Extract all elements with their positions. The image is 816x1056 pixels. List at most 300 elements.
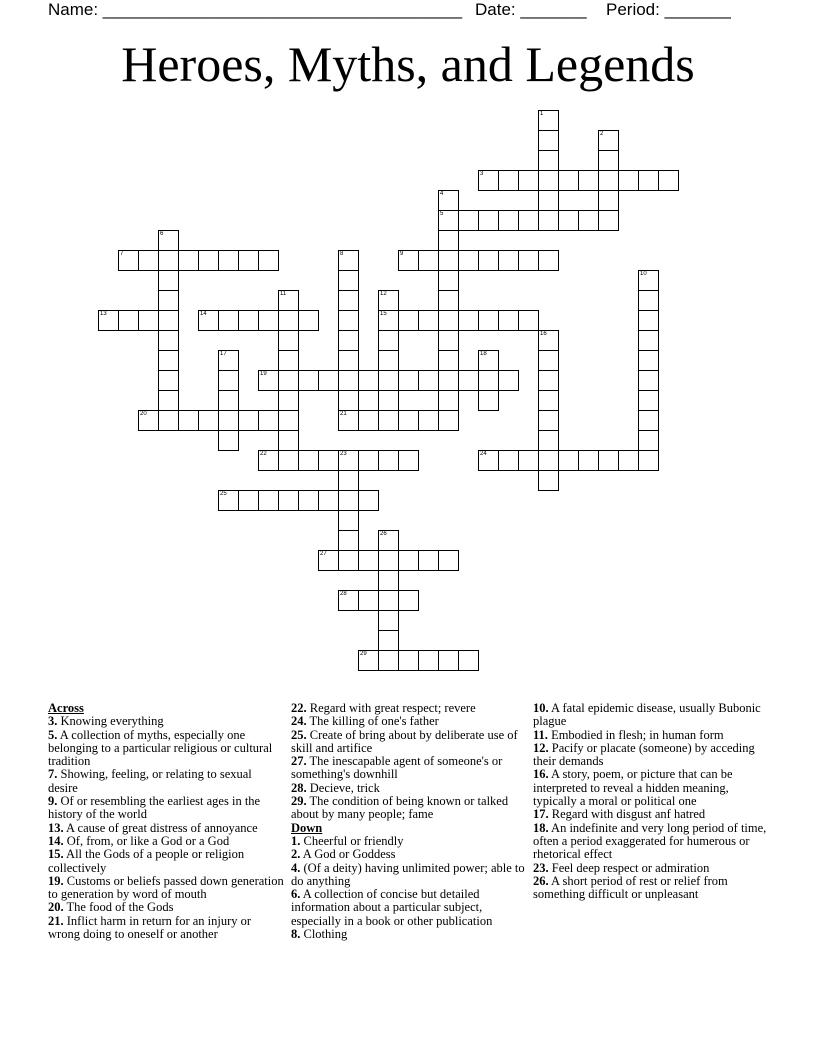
across-clue xyxy=(48,729,284,769)
grid-cell[interactable] xyxy=(538,450,559,471)
clue-text: Knowing everything xyxy=(57,714,164,729)
cell-number: 9 xyxy=(400,251,404,257)
grid-cell[interactable] xyxy=(438,650,459,671)
grid-cell[interactable] xyxy=(558,450,579,471)
grid-cell[interactable] xyxy=(418,310,439,331)
grid-cell[interactable] xyxy=(638,370,659,391)
grid-cell[interactable] xyxy=(278,290,299,311)
down-clue xyxy=(533,702,769,729)
grid-cell[interactable] xyxy=(518,250,539,271)
clue-text: A fatal epidemic disease, usually Bubonic plague xyxy=(533,701,761,729)
grid-cell[interactable] xyxy=(498,370,519,391)
down-clue xyxy=(291,862,527,889)
grid-cell[interactable] xyxy=(598,450,619,471)
grid-cell[interactable] xyxy=(598,130,619,151)
grid-cell[interactable] xyxy=(198,410,219,431)
grid-cell[interactable] xyxy=(538,430,559,451)
grid-cell[interactable] xyxy=(298,490,319,511)
down-clue xyxy=(291,848,527,861)
clue-text: Create of bring about by deliberate use of skill and artifice xyxy=(291,727,518,755)
clue-number: 16. xyxy=(533,767,549,782)
grid-cell[interactable] xyxy=(318,450,339,471)
clue-text: Of or resembling the earliest ages in the history of the world xyxy=(48,794,261,822)
grid-cell[interactable] xyxy=(538,130,559,151)
clue-number: 9. xyxy=(48,794,58,809)
clue-text: Pacify or placate (someone) by acceding their demands xyxy=(533,740,755,769)
grid-cell[interactable] xyxy=(578,170,599,191)
grid-cell[interactable] xyxy=(158,350,179,371)
clue-text: The inescapable agent of someone's or something's downhill xyxy=(291,754,503,782)
grid-cell[interactable] xyxy=(638,450,659,471)
down-clue xyxy=(533,768,769,808)
grid-cell[interactable] xyxy=(638,430,659,451)
clue-number: 7. xyxy=(48,767,58,782)
grid-cell[interactable] xyxy=(198,310,219,331)
across-clue xyxy=(48,875,284,902)
grid-cell[interactable] xyxy=(398,650,419,671)
grid-cell[interactable] xyxy=(478,390,499,411)
cell-number: 11 xyxy=(280,291,287,297)
grid-cell[interactable] xyxy=(458,650,479,671)
cell-number: 12 xyxy=(380,291,387,297)
grid-cell[interactable] xyxy=(478,210,499,231)
clue-number: 1. xyxy=(291,833,301,848)
clue-number: 21. xyxy=(48,913,64,928)
grid-cell[interactable] xyxy=(438,370,459,391)
grid-cell[interactable] xyxy=(158,230,179,251)
grid-cell[interactable] xyxy=(498,210,519,231)
grid-cell[interactable] xyxy=(478,170,499,191)
grid-cell[interactable] xyxy=(398,590,419,611)
grid-cell[interactable] xyxy=(498,250,519,271)
grid-cell[interactable] xyxy=(358,590,379,611)
grid-cell[interactable] xyxy=(338,250,359,271)
grid-cell[interactable] xyxy=(98,310,119,331)
grid-cell[interactable] xyxy=(398,410,419,431)
grid-cell[interactable] xyxy=(198,250,219,271)
grid-cell[interactable] xyxy=(158,410,179,431)
across-clue xyxy=(48,835,284,848)
grid-cell[interactable] xyxy=(438,410,459,431)
grid-cell[interactable] xyxy=(378,530,399,551)
cell-number: 2 xyxy=(600,131,604,137)
clue-number: 2. xyxy=(291,847,301,862)
grid-cell[interactable] xyxy=(458,210,479,231)
down-clue xyxy=(291,888,527,928)
grid-cell[interactable] xyxy=(218,490,239,511)
grid-cell[interactable] xyxy=(258,250,279,271)
grid-cell[interactable] xyxy=(538,250,559,271)
grid-cell[interactable] xyxy=(538,390,559,411)
grid-cell[interactable] xyxy=(158,250,179,271)
clue-number: 27. xyxy=(291,754,307,769)
grid-cell[interactable] xyxy=(558,210,579,231)
grid-cell[interactable] xyxy=(538,170,559,191)
across-clue xyxy=(291,729,527,756)
grid-cell[interactable] xyxy=(158,330,179,351)
grid-cell[interactable] xyxy=(458,370,479,391)
grid-cell[interactable] xyxy=(438,310,459,331)
clue-text: Decieve, trick xyxy=(306,780,380,795)
grid-cell[interactable] xyxy=(218,390,239,411)
clue-text: Clothing xyxy=(300,927,348,942)
grid-cell[interactable] xyxy=(278,490,299,511)
grid-cell[interactable] xyxy=(278,450,299,471)
grid-cell[interactable] xyxy=(378,410,399,431)
clues-column-1 xyxy=(48,702,284,941)
across-clue xyxy=(291,782,527,795)
grid-cell[interactable] xyxy=(138,250,159,271)
clue-number: 5. xyxy=(48,727,58,742)
grid-cell[interactable] xyxy=(338,550,359,571)
clue-text: Inflict harm in return for an injury or wrong doing to oneself or another xyxy=(48,913,252,942)
grid-cell[interactable] xyxy=(598,210,619,231)
clues-column-3 xyxy=(533,702,769,901)
grid-cell[interactable] xyxy=(418,410,439,431)
grid-cell[interactable] xyxy=(258,490,279,511)
grid-cell[interactable] xyxy=(418,250,439,271)
across-heading: Across xyxy=(48,701,84,715)
grid-cell[interactable] xyxy=(178,410,199,431)
grid-cell[interactable] xyxy=(638,290,659,311)
grid-cell[interactable] xyxy=(498,450,519,471)
grid-cell[interactable] xyxy=(378,570,399,591)
grid-cell[interactable] xyxy=(378,610,399,631)
grid-cell[interactable] xyxy=(338,350,359,371)
grid-cell[interactable] xyxy=(378,330,399,351)
grid-cell[interactable] xyxy=(518,450,539,471)
grid-cell[interactable] xyxy=(438,210,459,231)
grid-cell[interactable] xyxy=(398,250,419,271)
grid-cell[interactable] xyxy=(338,390,359,411)
grid-cell[interactable] xyxy=(338,470,359,491)
clue-number: 19. xyxy=(48,873,64,888)
clue-number: 14. xyxy=(48,833,64,848)
grid-cell[interactable] xyxy=(438,290,459,311)
grid-cell[interactable] xyxy=(478,370,499,391)
grid-cell[interactable] xyxy=(178,250,199,271)
grid-cell[interactable] xyxy=(418,650,439,671)
grid-cell[interactable] xyxy=(398,310,419,331)
across-clue xyxy=(291,795,527,822)
clue-text: The food of the Gods xyxy=(63,900,174,915)
grid-cell[interactable] xyxy=(238,250,259,271)
grid-cell[interactable] xyxy=(278,430,299,451)
cell-number: 8 xyxy=(340,251,344,257)
grid-cell[interactable] xyxy=(378,650,399,671)
cell-number: 17 xyxy=(220,351,227,357)
grid-cell[interactable] xyxy=(538,330,559,351)
grid-cell[interactable] xyxy=(358,490,379,511)
clue-number: 22. xyxy=(291,701,307,715)
clues-column-2 xyxy=(291,702,527,941)
grid-cell[interactable] xyxy=(378,290,399,311)
grid-cell[interactable] xyxy=(538,350,559,371)
cell-number: 21 xyxy=(340,411,347,417)
grid-cell[interactable] xyxy=(278,390,299,411)
grid-cell[interactable] xyxy=(438,190,459,211)
clue-text: A cause of great distress of annoyance xyxy=(63,820,258,835)
down-clue xyxy=(291,835,527,848)
grid-cell[interactable] xyxy=(538,150,559,171)
grid-cell[interactable] xyxy=(378,310,399,331)
grid-cell[interactable] xyxy=(538,370,559,391)
clue-text: Cheerful or friendly xyxy=(300,833,404,848)
clue-number: 20. xyxy=(48,900,64,915)
grid-cell[interactable] xyxy=(398,370,419,391)
clue-text: The killing of one's father xyxy=(306,714,439,729)
clue-number: 23. xyxy=(533,860,549,875)
clue-text: A story, poem, or picture that can be interpreted to reveal a hidden meaning, typically a moral or political one xyxy=(533,767,733,809)
grid-cell[interactable] xyxy=(658,170,679,191)
clue-number: 8. xyxy=(291,927,301,942)
name-field[interactable]: Name: ______________________________________ xyxy=(48,0,463,19)
grid-cell[interactable] xyxy=(378,450,399,471)
grid-cell[interactable] xyxy=(378,370,399,391)
clue-number: 18. xyxy=(533,820,549,835)
grid-cell[interactable] xyxy=(338,410,359,431)
clue-text: All the Gods of a people or religion collectively xyxy=(48,847,245,875)
clue-text: Feel deep respect or admiration xyxy=(548,860,710,875)
grid-cell[interactable] xyxy=(578,210,599,231)
clue-number: 25. xyxy=(291,727,307,742)
cell-number: 25 xyxy=(220,491,227,497)
across-clue xyxy=(291,755,527,782)
grid-cell[interactable] xyxy=(158,390,179,411)
grid-cell[interactable] xyxy=(218,350,239,371)
down-clue xyxy=(533,729,769,742)
grid-cell[interactable] xyxy=(358,410,379,431)
clue-text: Showing, feeling, or relating to sexual desire xyxy=(48,767,252,795)
grid-cell[interactable] xyxy=(218,430,239,451)
clue-number: 29. xyxy=(291,794,307,809)
grid-cell[interactable] xyxy=(518,170,539,191)
cell-number: 26 xyxy=(380,531,387,537)
grid-cell[interactable] xyxy=(338,530,359,551)
grid-cell[interactable] xyxy=(538,410,559,431)
grid-cell[interactable] xyxy=(138,310,159,331)
clue-number: 17. xyxy=(533,807,549,822)
cell-number: 29 xyxy=(360,651,367,657)
clue-text: Of, from, or like a God or a God xyxy=(63,833,230,848)
date-field[interactable]: Date: _______ xyxy=(475,0,587,19)
clue-number: 24. xyxy=(291,714,307,729)
grid-cell[interactable] xyxy=(258,310,279,331)
grid-cell[interactable] xyxy=(598,150,619,171)
grid-cell[interactable] xyxy=(358,650,379,671)
grid-cell[interactable] xyxy=(338,270,359,291)
grid-cell[interactable] xyxy=(278,310,299,331)
across-clue xyxy=(48,768,284,795)
grid-cell[interactable] xyxy=(138,410,159,431)
grid-cell[interactable] xyxy=(358,450,379,471)
clue-text: Embodied in flesh; in human form xyxy=(547,727,724,742)
grid-cell[interactable] xyxy=(218,310,239,331)
grid-cell[interactable] xyxy=(638,330,659,351)
grid-cell[interactable] xyxy=(358,370,379,391)
grid-cell[interactable] xyxy=(438,230,459,251)
grid-cell[interactable] xyxy=(638,350,659,371)
grid-cell[interactable] xyxy=(398,550,419,571)
grid-cell[interactable] xyxy=(238,410,259,431)
grid-cell[interactable] xyxy=(638,310,659,331)
grid-cell[interactable] xyxy=(318,550,339,571)
grid-cell[interactable] xyxy=(358,550,379,571)
grid-cell[interactable] xyxy=(378,550,399,571)
grid-cell[interactable] xyxy=(598,190,619,211)
grid-cell[interactable] xyxy=(638,390,659,411)
grid-cell[interactable] xyxy=(118,310,139,331)
down-clue xyxy=(533,875,769,902)
grid-cell[interactable] xyxy=(638,170,659,191)
grid-cell[interactable] xyxy=(378,390,399,411)
grid-cell[interactable] xyxy=(158,310,179,331)
cell-number: 3 xyxy=(480,171,484,177)
cell-number: 4 xyxy=(440,191,444,197)
across-clue xyxy=(48,715,284,728)
across-clue xyxy=(291,715,527,728)
grid-cell[interactable] xyxy=(338,290,359,311)
grid-cell[interactable] xyxy=(258,450,279,471)
cell-number: 16 xyxy=(540,331,547,337)
clue-text: An indefinite and very long period of time, often a period exaggerated for humerous or rhetorical effect xyxy=(533,820,767,862)
grid-cell[interactable] xyxy=(338,490,359,511)
grid-cell[interactable] xyxy=(298,370,319,391)
clue-text: Regard with great respect; revere xyxy=(306,701,476,715)
grid-cell[interactable] xyxy=(578,450,599,471)
grid-cell[interactable] xyxy=(158,270,179,291)
clue-text: A collection of myths, especially one belonging to a particular religious or cultural tradition xyxy=(48,727,273,769)
clue-text: A short period of rest or relief from something difficult or unpleasant xyxy=(533,873,728,902)
grid-cell[interactable] xyxy=(518,210,539,231)
down-clue xyxy=(533,808,769,821)
grid-cell[interactable] xyxy=(598,170,619,191)
clue-text: A collection of concise but detailed information about a particular subject, especially in a book or other publication xyxy=(291,887,493,928)
clue-number: 13. xyxy=(48,820,64,835)
clue-text: (Of a deity) having unlimited power; able to do anything xyxy=(291,860,525,888)
grid-cell[interactable] xyxy=(638,270,659,291)
grid-cell[interactable] xyxy=(338,450,359,471)
cell-number: 10 xyxy=(640,271,647,277)
grid-cell[interactable] xyxy=(438,330,459,351)
grid-cell[interactable] xyxy=(438,390,459,411)
across-clue xyxy=(291,702,527,715)
grid-cell[interactable] xyxy=(478,450,499,471)
grid-cell[interactable] xyxy=(338,590,359,611)
grid-cell[interactable] xyxy=(478,310,499,331)
grid-cell[interactable] xyxy=(518,310,539,331)
cell-number: 18 xyxy=(480,351,487,357)
clue-number: 4. xyxy=(291,860,301,875)
grid-cell[interactable] xyxy=(238,310,259,331)
period-field[interactable]: Period: _______ xyxy=(606,0,731,19)
down-clue xyxy=(291,928,527,941)
grid-cell[interactable] xyxy=(398,450,419,471)
grid-cell[interactable] xyxy=(538,470,559,491)
cell-number: 1 xyxy=(540,111,544,117)
cell-number: 27 xyxy=(320,551,327,557)
grid-cell[interactable] xyxy=(558,170,579,191)
grid-cell[interactable] xyxy=(278,330,299,351)
grid-cell[interactable] xyxy=(158,370,179,391)
grid-cell[interactable] xyxy=(638,410,659,431)
grid-cell[interactable] xyxy=(438,350,459,371)
grid-cell[interactable] xyxy=(338,510,359,531)
grid-cell[interactable] xyxy=(218,250,239,271)
down-heading: Down xyxy=(291,820,323,835)
grid-cell[interactable] xyxy=(338,370,359,391)
grid-cell[interactable] xyxy=(218,370,239,391)
grid-cell[interactable] xyxy=(378,630,399,651)
grid-cell[interactable] xyxy=(478,350,499,371)
clue-text: Regard with disgust anf hatred xyxy=(548,807,706,822)
cell-number: 7 xyxy=(120,251,124,257)
grid-cell[interactable] xyxy=(438,270,459,291)
grid-cell[interactable] xyxy=(378,590,399,611)
clue-text: A God or Goddess xyxy=(300,847,396,862)
clue-text: Customs or beliefs passed down generation to generation by word of mouth xyxy=(48,873,284,902)
across-clue xyxy=(48,795,284,822)
cell-number: 13 xyxy=(100,311,107,317)
cell-number: 6 xyxy=(160,231,164,237)
clue-number: 12. xyxy=(533,740,549,755)
grid-cell[interactable] xyxy=(618,450,639,471)
grid-cell[interactable] xyxy=(258,410,279,431)
grid-cell[interactable] xyxy=(238,490,259,511)
grid-cell[interactable] xyxy=(418,550,439,571)
grid-cell[interactable] xyxy=(498,170,519,191)
grid-cell[interactable] xyxy=(258,370,279,391)
grid-cell[interactable] xyxy=(338,310,359,331)
grid-cell[interactable] xyxy=(338,330,359,351)
clue-number: 15. xyxy=(48,847,64,862)
grid-cell[interactable] xyxy=(538,190,559,211)
down-clue xyxy=(533,742,769,769)
grid-cell[interactable] xyxy=(458,250,479,271)
clue-text: The condition of being known or talked about by many people; fame xyxy=(291,794,509,822)
grid-cell[interactable] xyxy=(538,210,559,231)
grid-cell[interactable] xyxy=(318,370,339,391)
grid-cell[interactable] xyxy=(278,410,299,431)
cell-number: 28 xyxy=(340,591,347,597)
grid-cell[interactable] xyxy=(318,490,339,511)
cell-number: 5 xyxy=(440,211,444,217)
grid-cell[interactable] xyxy=(298,310,319,331)
grid-cell[interactable] xyxy=(418,370,439,391)
down-clue xyxy=(533,822,769,862)
clue-number: 28. xyxy=(291,780,307,795)
grid-cell[interactable] xyxy=(298,450,319,471)
grid-cell[interactable] xyxy=(498,310,519,331)
grid-cell[interactable] xyxy=(278,350,299,371)
cell-number: 15 xyxy=(380,311,387,317)
grid-cell[interactable] xyxy=(378,350,399,371)
grid-cell[interactable] xyxy=(478,250,499,271)
grid-cell[interactable] xyxy=(218,410,239,431)
grid-cell[interactable] xyxy=(538,110,559,131)
grid-cell[interactable] xyxy=(458,310,479,331)
grid-cell[interactable] xyxy=(158,290,179,311)
clue-number: 3. xyxy=(48,714,58,729)
across-clue xyxy=(48,822,284,835)
grid-cell[interactable] xyxy=(618,170,639,191)
grid-cell[interactable] xyxy=(278,370,299,391)
grid-cell[interactable] xyxy=(438,250,459,271)
grid-cell[interactable] xyxy=(118,250,139,271)
cell-number: 24 xyxy=(480,451,487,457)
across-clue xyxy=(48,848,284,875)
grid-cell[interactable] xyxy=(438,550,459,571)
